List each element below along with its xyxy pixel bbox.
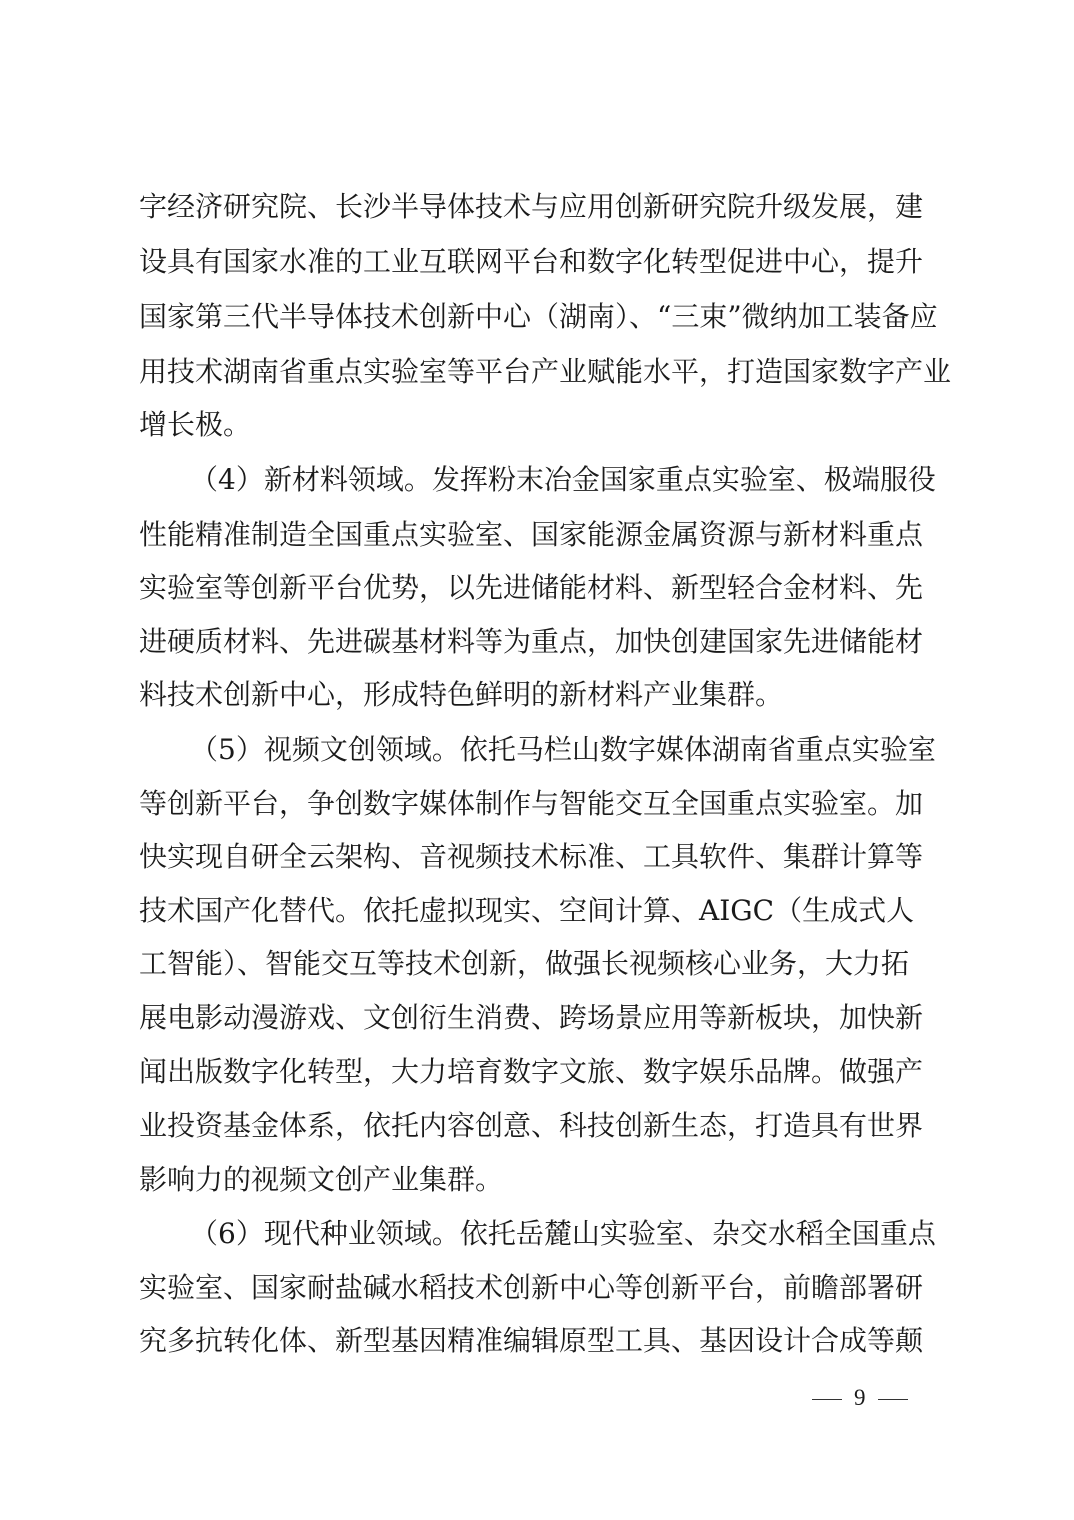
body-text-line: 等创新平台，争创数字媒体制作与智能交互全国重点实验室。加 [139, 787, 924, 820]
paragraph-heading-line: （4）新材料领域。发挥粉末冶金国家重点实验室、极端服役 [190, 463, 936, 496]
body-text-line: 究多抗转化体、新型基因精准编辑原型工具、基因设计合成等颠 [139, 1324, 924, 1357]
body-text-line: 设具有国家水准的工业互联网平台和数字化转型促进中心，提升 [139, 245, 924, 278]
page-footer [812, 1383, 908, 1413]
body-text-line: 用技术湖南省重点实验室等平台产业赋能水平，打造国家数字产业 [139, 355, 952, 388]
body-text-line: 进硬质材料、先进碳基材料等为重点，加快创建国家先进储能材 [139, 625, 924, 658]
footer-dash-left [812, 1399, 842, 1400]
body-text-line: 工智能）、智能交互等技术创新，做强长视频核心业务，大力拓 [139, 947, 910, 980]
body-text-line: 增长极。 [139, 408, 252, 441]
body-text-line: 闻出版数字化转型，大力培育数字文旅、数字娱乐品牌。做强产 [139, 1055, 924, 1088]
body-text-line: 业投资基金体系，依托内容创意、科技创新生态，打造具有世界 [139, 1109, 924, 1142]
body-text-line: 实验室等创新平台优势，以先进储能材料、新型轻合金材料、先 [139, 571, 924, 604]
body-text-line: 技术国产化替代。依托虚拟现实、空间计算、AIGC（生成式人 [139, 894, 915, 927]
body-text-line: 影响力的视频文创产业集群。 [139, 1163, 504, 1196]
body-text-line: 字经济研究院、长沙半导体技术与应用创新研究院升级发展，建 [139, 190, 924, 223]
body-text-line: 快实现自研全云架构、音视频技术标准、工具软件、集群计算等 [139, 840, 924, 873]
body-text-line: 国家第三代半导体技术创新中心（湖南）、“三束”微纳加工装备应 [139, 300, 938, 333]
body-text-line: 展电影动漫游戏、文创衍生消费、跨场景应用等新板块，加快新 [139, 1001, 924, 1034]
body-text-line: 料技术创新中心，形成特色鲜明的新材料产业集群。 [139, 678, 784, 711]
paragraph-heading-line: （5）视频文创领域。依托马栏山数字媒体湖南省重点实验室 [190, 733, 936, 766]
paragraph-heading-line: （6）现代种业领域。依托岳麓山实验室、杂交水稻全国重点 [190, 1217, 936, 1250]
page-number: 9 [854, 1385, 866, 1410]
body-text-line: 性能精准制造全国重点实验室、国家能源金属资源与新材料重点 [139, 518, 924, 551]
body-text-line: 实验室、国家耐盐碱水稻技术创新中心等创新平台，前瞻部署研 [139, 1271, 924, 1304]
footer-dash-right [878, 1399, 908, 1400]
